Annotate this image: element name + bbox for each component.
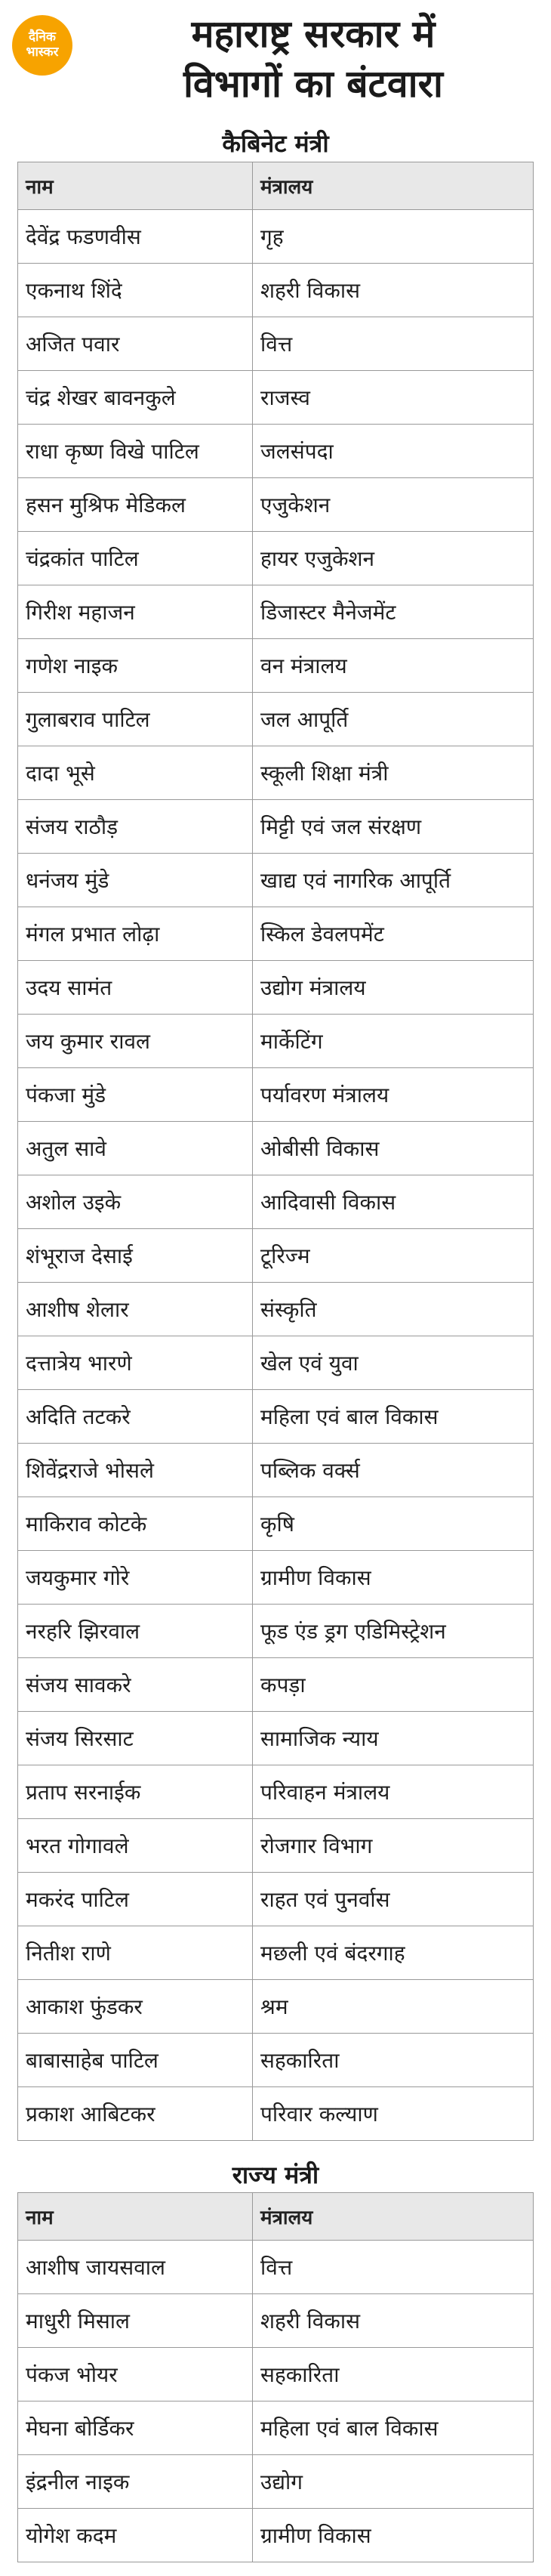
ministry-cell: मिट्टी एवं जल संरक्षण xyxy=(260,814,422,839)
minister-name-cell: एकनाथ शिंदे xyxy=(18,264,253,317)
table-row xyxy=(18,1926,533,1979)
table-row xyxy=(18,799,533,853)
ministry-cell: पब्लिक वर्क्स xyxy=(260,1458,360,1483)
ministry-cell: जल आपूर्ति xyxy=(260,707,349,732)
ministry-cell: पर्यावरण मंत्रालय xyxy=(260,1083,389,1107)
logo-text-line1: दैनिक xyxy=(29,29,56,45)
table-row xyxy=(18,1550,533,1604)
minister-name-cell: नरहरि झिरवाल xyxy=(18,1605,253,1657)
minister-name-cell: गिरीश महाजन xyxy=(18,585,253,638)
minister-name-cell: आकाश फुंडकर xyxy=(18,1980,253,2033)
ministry-cell: वन मंत्रालय xyxy=(260,653,347,678)
column-header-ministry: मंत्रालय xyxy=(260,2207,313,2229)
minister-name-cell: माकिराव कोटके xyxy=(18,1497,253,1550)
minister-name-cell: प्रकाश आबिटकर xyxy=(18,2087,253,2140)
table-row xyxy=(18,585,533,638)
ministry-cell: राहत एवं पुनर्वास xyxy=(260,1887,390,1912)
minister-name-cell: योगेश कदम xyxy=(18,2509,253,2562)
dainik-bhaskar-logo xyxy=(12,15,72,76)
table-row xyxy=(18,317,533,370)
minister-name-cell: प्रताप सरनाईक xyxy=(18,1765,253,1818)
minister-name-cell: चंद्रकांत पाटिल xyxy=(18,532,253,585)
ministry-cell: महिला एवं बाल विकास xyxy=(260,1404,439,1429)
minister-name-cell: उदय सामंत xyxy=(18,961,253,1014)
page-title-line2: विभागों का बंटवारा xyxy=(183,62,443,106)
table-row xyxy=(18,209,533,263)
table-row xyxy=(18,477,533,531)
table-row xyxy=(18,2347,533,2401)
state-section-title: राज्य मंत्री xyxy=(232,2161,319,2189)
minister-name-cell: पंकजा मुंडे xyxy=(18,1068,253,1121)
minister-name-cell: अदिति तटकरे xyxy=(18,1390,253,1443)
ministry-cell: खेल एवं युवा xyxy=(260,1351,359,1376)
ministry-cell: ग्रामीण विकास xyxy=(260,2523,371,2548)
minister-name-cell: हसन मुश्रिफ मेडिकल xyxy=(18,478,253,531)
ministry-cell: सहकारिता xyxy=(260,2048,340,2073)
table-row xyxy=(18,2401,533,2454)
ministry-cell: सहकारिता xyxy=(260,2362,340,2387)
ministry-cell: श्रम xyxy=(260,1994,288,2019)
ministry-cell: ग्रामीण विकास xyxy=(260,1565,371,1590)
column-header-ministry: मंत्रालय xyxy=(260,176,313,199)
page-title-line1: महाराष्ट्र सरकार में xyxy=(191,12,436,56)
minister-name-cell: राधा कृष्ण विखे पाटिल xyxy=(18,425,253,477)
minister-name-cell: पंकज भोयर xyxy=(18,2348,253,2401)
minister-name-cell: मंगल प्रभात लोढ़ा xyxy=(18,907,253,960)
ministry-cell: शहरी विकास xyxy=(260,2309,361,2334)
ministry-cell: जलसंपदा xyxy=(260,439,334,464)
ministry-cell: उद्योग मंत्रालय xyxy=(260,975,366,1000)
ministry-cell: डिजास्टर मैनेजमेंट xyxy=(260,600,396,625)
table-row xyxy=(18,2508,533,2562)
ministry-cell: शहरी विकास xyxy=(260,278,361,303)
page-title xyxy=(83,9,543,109)
page-header xyxy=(0,0,551,128)
table-header-row xyxy=(18,162,533,209)
minister-name-cell: शंभूराज देसाई xyxy=(18,1229,253,1282)
table-row xyxy=(18,1496,533,1550)
minister-name-cell: जय कुमार रावल xyxy=(18,1015,253,1067)
minister-name-cell: शिवेंद्रराजे भोसले xyxy=(18,1444,253,1496)
minister-name-cell: संजय राठौड़ xyxy=(18,800,253,853)
state-ministers-table xyxy=(17,2192,534,2562)
minister-name-cell: धनंजय मुंडे xyxy=(18,854,253,907)
minister-name-cell: आशीष शेलार xyxy=(18,1283,253,1336)
minister-name-cell: इंद्रनील नाइक xyxy=(18,2455,253,2508)
table-row xyxy=(18,1818,533,1872)
table-row xyxy=(18,2086,533,2140)
ministry-cell: एजुकेशन xyxy=(260,493,331,517)
table-row xyxy=(18,907,533,960)
ministry-cell: सामाजिक न्याय xyxy=(260,1726,379,1751)
minister-name-cell: गुलाबराव पाटिल xyxy=(18,693,253,746)
ministry-cell: परिवाहन मंत्रालय xyxy=(260,1780,390,1805)
ministry-cell: हायर एजुकेशन xyxy=(260,546,375,571)
table-row xyxy=(18,263,533,317)
minister-name-cell: अशोल उइके xyxy=(18,1175,253,1228)
ministry-cell: स्कूली शिक्षा मंत्री xyxy=(260,761,389,786)
logo-text-line2: भास्कर xyxy=(26,45,59,60)
table-row xyxy=(18,1711,533,1765)
table-row xyxy=(18,960,533,1014)
table-row xyxy=(18,1389,533,1443)
minister-name-cell: आशीष जायसवाल xyxy=(18,2241,253,2293)
table-row xyxy=(18,424,533,477)
table-row xyxy=(18,1336,533,1389)
minister-name-cell: दत्तात्रेय भारणे xyxy=(18,1336,253,1389)
minister-name-cell: मकरंद पाटिल xyxy=(18,1873,253,1926)
ministry-cell: वित्त xyxy=(260,332,293,357)
table-row xyxy=(18,1979,533,2033)
ministry-cell: महिला एवं बाल विकास xyxy=(260,2416,439,2441)
table-row xyxy=(18,2240,533,2293)
table-row xyxy=(18,1604,533,1657)
ministry-cell: खाद्य एवं नागरिक आपूर्ति xyxy=(260,868,451,893)
table-row xyxy=(18,692,533,746)
table-row xyxy=(18,1765,533,1818)
ministry-cell: फूड एंड ड्रग एडिमिस्ट्रेशन xyxy=(260,1619,446,1644)
ministry-cell: रोजगार विभाग xyxy=(260,1833,373,1858)
ministry-cell: उद्योग xyxy=(260,2469,303,2494)
table-row xyxy=(18,2293,533,2347)
minister-name-cell: अतुल सावे xyxy=(18,1122,253,1175)
minister-name-cell: जयकुमार गोरे xyxy=(18,1551,253,1604)
column-header-name: नाम xyxy=(18,2193,253,2240)
ministry-cell: स्किल डेवलपमेंट xyxy=(260,922,384,947)
minister-name-cell: नितीश राणे xyxy=(18,1926,253,1979)
table-row xyxy=(18,2454,533,2508)
table-row xyxy=(18,531,533,585)
table-row xyxy=(18,1657,533,1711)
table-row xyxy=(18,1872,533,1926)
minister-name-cell: अजित पवार xyxy=(18,317,253,370)
ministry-cell: टूरिज्म xyxy=(260,1243,310,1268)
ministry-cell: राजस्व xyxy=(260,385,310,410)
table-row xyxy=(18,1282,533,1336)
cabinet-ministers-table xyxy=(17,162,534,2141)
ministry-cell: ओबीसी विकास xyxy=(260,1136,380,1161)
minister-name-cell: मेघना बोर्डिकर xyxy=(18,2401,253,2454)
table-row xyxy=(18,1443,533,1496)
table-row xyxy=(18,1121,533,1175)
minister-name-cell: बाबासाहेब पाटिल xyxy=(18,2034,253,2086)
table-row xyxy=(18,370,533,424)
table-row xyxy=(18,2033,533,2086)
ministry-cell: कपड़ा xyxy=(260,1673,306,1697)
table-row xyxy=(18,1067,533,1121)
ministry-cell: आदिवासी विकास xyxy=(260,1190,396,1215)
table-row xyxy=(18,853,533,907)
minister-name-cell: भरत गोगावले xyxy=(18,1819,253,1872)
minister-name-cell: देवेंद्र फडणवीस xyxy=(18,210,253,263)
table-header-row xyxy=(18,2193,533,2240)
minister-name-cell: चंद्र शेखर बावनकुले xyxy=(18,371,253,424)
ministry-cell: गृह xyxy=(260,224,284,249)
table-row xyxy=(18,638,533,692)
ministry-cell: मार्केटिंग xyxy=(260,1029,323,1054)
table-row xyxy=(18,1228,533,1282)
minister-name-cell: संजय सावकरे xyxy=(18,1658,253,1711)
ministry-cell: मछली एवं बंदरगाह xyxy=(260,1941,405,1966)
ministry-cell: कृषि xyxy=(260,1512,294,1537)
ministry-cell: वित्त xyxy=(260,2255,293,2280)
ministry-cell: संस्कृति xyxy=(260,1297,317,1322)
minister-name-cell: गणेश नाइक xyxy=(18,639,253,692)
cabinet-section-title: कैबिनेट मंत्री xyxy=(222,129,329,158)
ministry-cell: परिवार कल्याण xyxy=(260,2102,378,2127)
minister-name-cell: दादा भूसे xyxy=(18,746,253,799)
column-header-name: नाम xyxy=(18,162,253,209)
table-row xyxy=(18,1175,533,1228)
table-row xyxy=(18,746,533,799)
minister-name-cell: माधुरी मिसाल xyxy=(18,2294,253,2347)
table-row xyxy=(18,1014,533,1067)
minister-name-cell: संजय सिरसाट xyxy=(18,1712,253,1765)
